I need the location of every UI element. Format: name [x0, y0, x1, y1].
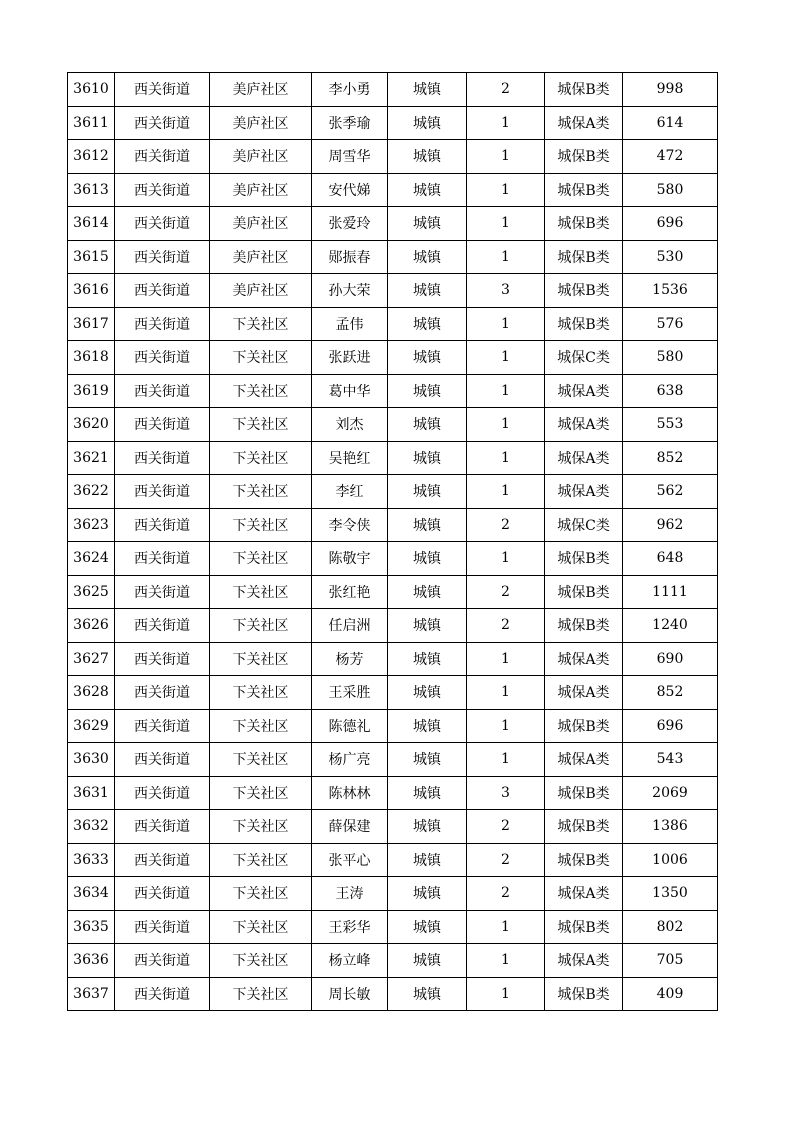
- subdistrict-cell: 西关街道: [115, 676, 210, 710]
- row-id-cell: 3633: [68, 843, 115, 877]
- household-size-cell: 2: [467, 843, 545, 877]
- table-row: [68, 843, 718, 877]
- table-row: [68, 542, 718, 576]
- name-cell: 李红: [312, 475, 388, 509]
- community-cell: 美庐社区: [210, 173, 312, 207]
- category-cell: 城保B类: [545, 977, 623, 1011]
- name-cell: 张平心: [312, 843, 388, 877]
- amount-cell: 1386: [623, 810, 718, 844]
- area-type-cell: 城镇: [388, 207, 467, 241]
- row-id-cell: 3636: [68, 944, 115, 978]
- household-size-cell: 1: [467, 977, 545, 1011]
- name-cell: 安代娣: [312, 173, 388, 207]
- category-cell: 城保B类: [545, 609, 623, 643]
- name-cell: 杨立峰: [312, 944, 388, 978]
- row-id-cell: 3618: [68, 341, 115, 375]
- amount-cell: 576: [623, 307, 718, 341]
- table-row: [68, 709, 718, 743]
- table-row: [68, 642, 718, 676]
- amount-cell: 472: [623, 140, 718, 174]
- household-size-cell: 3: [467, 776, 545, 810]
- subdistrict-cell: 西关街道: [115, 642, 210, 676]
- amount-cell: 530: [623, 240, 718, 274]
- community-cell: 下关社区: [210, 743, 312, 777]
- household-size-cell: 2: [467, 575, 545, 609]
- amount-cell: 852: [623, 676, 718, 710]
- category-cell: 城保A类: [545, 642, 623, 676]
- amount-cell: 648: [623, 542, 718, 576]
- row-id-cell: 3617: [68, 307, 115, 341]
- table-row: [68, 374, 718, 408]
- category-cell: 城保A类: [545, 944, 623, 978]
- name-cell: 王涛: [312, 877, 388, 911]
- category-cell: 城保C类: [545, 508, 623, 542]
- household-size-cell: 2: [467, 877, 545, 911]
- name-cell: 周长敏: [312, 977, 388, 1011]
- community-cell: 下关社区: [210, 910, 312, 944]
- amount-cell: 696: [623, 709, 718, 743]
- community-cell: 下关社区: [210, 676, 312, 710]
- amount-cell: 543: [623, 743, 718, 777]
- subdistrict-cell: 西关街道: [115, 240, 210, 274]
- name-cell: 李令侠: [312, 508, 388, 542]
- table-row: [68, 910, 718, 944]
- row-id-cell: 3612: [68, 140, 115, 174]
- amount-cell: 962: [623, 508, 718, 542]
- community-cell: 下关社区: [210, 776, 312, 810]
- row-id-cell: 3620: [68, 408, 115, 442]
- area-type-cell: 城镇: [388, 73, 467, 107]
- table-row: [68, 274, 718, 308]
- area-type-cell: 城镇: [388, 575, 467, 609]
- community-cell: 美庐社区: [210, 274, 312, 308]
- area-type-cell: 城镇: [388, 475, 467, 509]
- area-type-cell: 城镇: [388, 441, 467, 475]
- category-cell: 城保B类: [545, 140, 623, 174]
- amount-cell: 1006: [623, 843, 718, 877]
- household-size-cell: 1: [467, 374, 545, 408]
- record-table-container: [67, 72, 718, 1011]
- row-id-cell: 3626: [68, 609, 115, 643]
- household-size-cell: 1: [467, 944, 545, 978]
- amount-cell: 690: [623, 642, 718, 676]
- table-row: [68, 441, 718, 475]
- community-cell: 下关社区: [210, 810, 312, 844]
- row-id-cell: 3615: [68, 240, 115, 274]
- area-type-cell: 城镇: [388, 542, 467, 576]
- community-cell: 下关社区: [210, 977, 312, 1011]
- community-cell: 下关社区: [210, 609, 312, 643]
- amount-cell: 1350: [623, 877, 718, 911]
- community-cell: 下关社区: [210, 341, 312, 375]
- area-type-cell: 城镇: [388, 676, 467, 710]
- category-cell: 城保A类: [545, 475, 623, 509]
- table-row: [68, 475, 718, 509]
- row-id-cell: 3634: [68, 877, 115, 911]
- amount-cell: 802: [623, 910, 718, 944]
- subdistrict-cell: 西关街道: [115, 173, 210, 207]
- subdistrict-cell: 西关街道: [115, 743, 210, 777]
- subdistrict-cell: 西关街道: [115, 609, 210, 643]
- table-row: [68, 106, 718, 140]
- name-cell: 薛保建: [312, 810, 388, 844]
- row-id-cell: 3629: [68, 709, 115, 743]
- amount-cell: 1111: [623, 575, 718, 609]
- subdistrict-cell: 西关街道: [115, 843, 210, 877]
- community-cell: 下关社区: [210, 542, 312, 576]
- name-cell: 王彩华: [312, 910, 388, 944]
- category-cell: 城保A类: [545, 106, 623, 140]
- amount-cell: 998: [623, 73, 718, 107]
- area-type-cell: 城镇: [388, 374, 467, 408]
- community-cell: 下关社区: [210, 709, 312, 743]
- amount-cell: 696: [623, 207, 718, 241]
- household-size-cell: 2: [467, 73, 545, 107]
- category-cell: 城保A类: [545, 676, 623, 710]
- table-row: [68, 743, 718, 777]
- household-size-cell: 1: [467, 743, 545, 777]
- area-type-cell: 城镇: [388, 642, 467, 676]
- community-cell: 下关社区: [210, 843, 312, 877]
- amount-cell: 1240: [623, 609, 718, 643]
- community-cell: 下关社区: [210, 307, 312, 341]
- category-cell: 城保B类: [545, 274, 623, 308]
- table-row: [68, 877, 718, 911]
- area-type-cell: 城镇: [388, 240, 467, 274]
- amount-cell: 562: [623, 475, 718, 509]
- table-row: [68, 341, 718, 375]
- household-size-cell: 1: [467, 642, 545, 676]
- row-id-cell: 3623: [68, 508, 115, 542]
- category-cell: 城保B类: [545, 240, 623, 274]
- community-cell: 下关社区: [210, 877, 312, 911]
- name-cell: 李小勇: [312, 73, 388, 107]
- category-cell: 城保B类: [545, 307, 623, 341]
- area-type-cell: 城镇: [388, 843, 467, 877]
- community-cell: 下关社区: [210, 944, 312, 978]
- area-type-cell: 城镇: [388, 910, 467, 944]
- household-size-cell: 1: [467, 106, 545, 140]
- household-size-cell: 1: [467, 173, 545, 207]
- subdistrict-cell: 西关街道: [115, 709, 210, 743]
- row-id-cell: 3613: [68, 173, 115, 207]
- amount-cell: 1536: [623, 274, 718, 308]
- area-type-cell: 城镇: [388, 173, 467, 207]
- row-id-cell: 3635: [68, 910, 115, 944]
- name-cell: 杨广亮: [312, 743, 388, 777]
- area-type-cell: 城镇: [388, 609, 467, 643]
- table-row: [68, 508, 718, 542]
- row-id-cell: 3627: [68, 642, 115, 676]
- community-cell: 美庐社区: [210, 106, 312, 140]
- name-cell: 张爱玲: [312, 207, 388, 241]
- name-cell: 陈德礼: [312, 709, 388, 743]
- area-type-cell: 城镇: [388, 307, 467, 341]
- area-type-cell: 城镇: [388, 508, 467, 542]
- household-size-cell: 1: [467, 341, 545, 375]
- household-size-cell: 1: [467, 140, 545, 174]
- row-id-cell: 3622: [68, 475, 115, 509]
- row-id-cell: 3625: [68, 575, 115, 609]
- subdistrict-cell: 西关街道: [115, 140, 210, 174]
- category-cell: 城保B类: [545, 776, 623, 810]
- subdistrict-cell: 西关街道: [115, 508, 210, 542]
- table-row: [68, 140, 718, 174]
- amount-cell: 852: [623, 441, 718, 475]
- household-size-cell: 1: [467, 207, 545, 241]
- subdistrict-cell: 西关街道: [115, 475, 210, 509]
- row-id-cell: 3632: [68, 810, 115, 844]
- household-size-cell: 2: [467, 609, 545, 643]
- subdistrict-cell: 西关街道: [115, 810, 210, 844]
- area-type-cell: 城镇: [388, 341, 467, 375]
- amount-cell: 580: [623, 173, 718, 207]
- area-type-cell: 城镇: [388, 743, 467, 777]
- household-size-cell: 1: [467, 475, 545, 509]
- amount-cell: 409: [623, 977, 718, 1011]
- name-cell: 孟伟: [312, 307, 388, 341]
- subdistrict-cell: 西关街道: [115, 977, 210, 1011]
- category-cell: 城保B类: [545, 843, 623, 877]
- table-row: [68, 776, 718, 810]
- community-cell: 下关社区: [210, 408, 312, 442]
- category-cell: 城保B类: [545, 709, 623, 743]
- subdistrict-cell: 西关街道: [115, 374, 210, 408]
- area-type-cell: 城镇: [388, 944, 467, 978]
- category-cell: 城保A类: [545, 374, 623, 408]
- name-cell: 陈敬宇: [312, 542, 388, 576]
- table-row: [68, 240, 718, 274]
- name-cell: 王采胜: [312, 676, 388, 710]
- category-cell: 城保A类: [545, 743, 623, 777]
- community-cell: 下关社区: [210, 475, 312, 509]
- table-row: [68, 307, 718, 341]
- community-cell: 下关社区: [210, 642, 312, 676]
- amount-cell: 580: [623, 341, 718, 375]
- subdistrict-cell: 西关街道: [115, 776, 210, 810]
- household-size-cell: 1: [467, 709, 545, 743]
- row-id-cell: 3611: [68, 106, 115, 140]
- area-type-cell: 城镇: [388, 977, 467, 1011]
- row-id-cell: 3619: [68, 374, 115, 408]
- community-cell: 下关社区: [210, 508, 312, 542]
- community-cell: 下关社区: [210, 441, 312, 475]
- category-cell: 城保C类: [545, 341, 623, 375]
- household-size-cell: 1: [467, 910, 545, 944]
- household-size-cell: 1: [467, 542, 545, 576]
- subdistrict-cell: 西关街道: [115, 73, 210, 107]
- subdistrict-cell: 西关街道: [115, 575, 210, 609]
- subdistrict-cell: 西关街道: [115, 106, 210, 140]
- table-row: [68, 810, 718, 844]
- community-cell: 美庐社区: [210, 73, 312, 107]
- community-cell: 下关社区: [210, 575, 312, 609]
- row-id-cell: 3631: [68, 776, 115, 810]
- name-cell: 任启洲: [312, 609, 388, 643]
- area-type-cell: 城镇: [388, 274, 467, 308]
- category-cell: 城保B类: [545, 73, 623, 107]
- area-type-cell: 城镇: [388, 408, 467, 442]
- household-size-cell: 1: [467, 408, 545, 442]
- household-size-cell: 2: [467, 508, 545, 542]
- table-row: [68, 73, 718, 107]
- community-cell: 美庐社区: [210, 207, 312, 241]
- subdistrict-cell: 西关街道: [115, 944, 210, 978]
- community-cell: 下关社区: [210, 374, 312, 408]
- name-cell: 杨芳: [312, 642, 388, 676]
- name-cell: 郧振春: [312, 240, 388, 274]
- category-cell: 城保B类: [545, 207, 623, 241]
- subdistrict-cell: 西关街道: [115, 877, 210, 911]
- category-cell: 城保A类: [545, 877, 623, 911]
- area-type-cell: 城镇: [388, 106, 467, 140]
- amount-cell: 614: [623, 106, 718, 140]
- name-cell: 张季瑜: [312, 106, 388, 140]
- subdistrict-cell: 西关街道: [115, 307, 210, 341]
- row-id-cell: 3616: [68, 274, 115, 308]
- table-row: [68, 676, 718, 710]
- category-cell: 城保B类: [545, 910, 623, 944]
- subdistrict-cell: 西关街道: [115, 207, 210, 241]
- subdistrict-cell: 西关街道: [115, 274, 210, 308]
- table-row: [68, 408, 718, 442]
- name-cell: 张红艳: [312, 575, 388, 609]
- name-cell: 吴艳红: [312, 441, 388, 475]
- name-cell: 葛中华: [312, 374, 388, 408]
- table-row: [68, 575, 718, 609]
- community-cell: 美庐社区: [210, 240, 312, 274]
- row-id-cell: 3621: [68, 441, 115, 475]
- name-cell: 周雪华: [312, 140, 388, 174]
- household-size-cell: 3: [467, 274, 545, 308]
- table-row: [68, 609, 718, 643]
- community-cell: 美庐社区: [210, 140, 312, 174]
- name-cell: 陈林林: [312, 776, 388, 810]
- amount-cell: 2069: [623, 776, 718, 810]
- table-row: [68, 944, 718, 978]
- area-type-cell: 城镇: [388, 877, 467, 911]
- household-size-cell: 1: [467, 307, 545, 341]
- category-cell: 城保B类: [545, 542, 623, 576]
- table-row: [68, 977, 718, 1011]
- subdistrict-cell: 西关街道: [115, 408, 210, 442]
- category-cell: 城保B类: [545, 810, 623, 844]
- area-type-cell: 城镇: [388, 709, 467, 743]
- area-type-cell: 城镇: [388, 140, 467, 174]
- household-size-cell: 2: [467, 810, 545, 844]
- subdistrict-cell: 西关街道: [115, 441, 210, 475]
- category-cell: 城保B类: [545, 173, 623, 207]
- table-row: [68, 207, 718, 241]
- amount-cell: 638: [623, 374, 718, 408]
- category-cell: 城保A类: [545, 408, 623, 442]
- amount-cell: 705: [623, 944, 718, 978]
- name-cell: 刘杰: [312, 408, 388, 442]
- household-size-cell: 1: [467, 676, 545, 710]
- household-size-cell: 1: [467, 441, 545, 475]
- row-id-cell: 3614: [68, 207, 115, 241]
- row-id-cell: 3637: [68, 977, 115, 1011]
- category-cell: 城保A类: [545, 441, 623, 475]
- subdistrict-cell: 西关街道: [115, 910, 210, 944]
- record-table: [67, 72, 718, 1011]
- name-cell: 孙大荣: [312, 274, 388, 308]
- row-id-cell: 3610: [68, 73, 115, 107]
- subdistrict-cell: 西关街道: [115, 542, 210, 576]
- table-row: [68, 173, 718, 207]
- table-body: [68, 73, 718, 1011]
- row-id-cell: 3630: [68, 743, 115, 777]
- name-cell: 张跃进: [312, 341, 388, 375]
- household-size-cell: 1: [467, 240, 545, 274]
- row-id-cell: 3624: [68, 542, 115, 576]
- row-id-cell: 3628: [68, 676, 115, 710]
- area-type-cell: 城镇: [388, 776, 467, 810]
- amount-cell: 553: [623, 408, 718, 442]
- subdistrict-cell: 西关街道: [115, 341, 210, 375]
- category-cell: 城保B类: [545, 575, 623, 609]
- area-type-cell: 城镇: [388, 810, 467, 844]
